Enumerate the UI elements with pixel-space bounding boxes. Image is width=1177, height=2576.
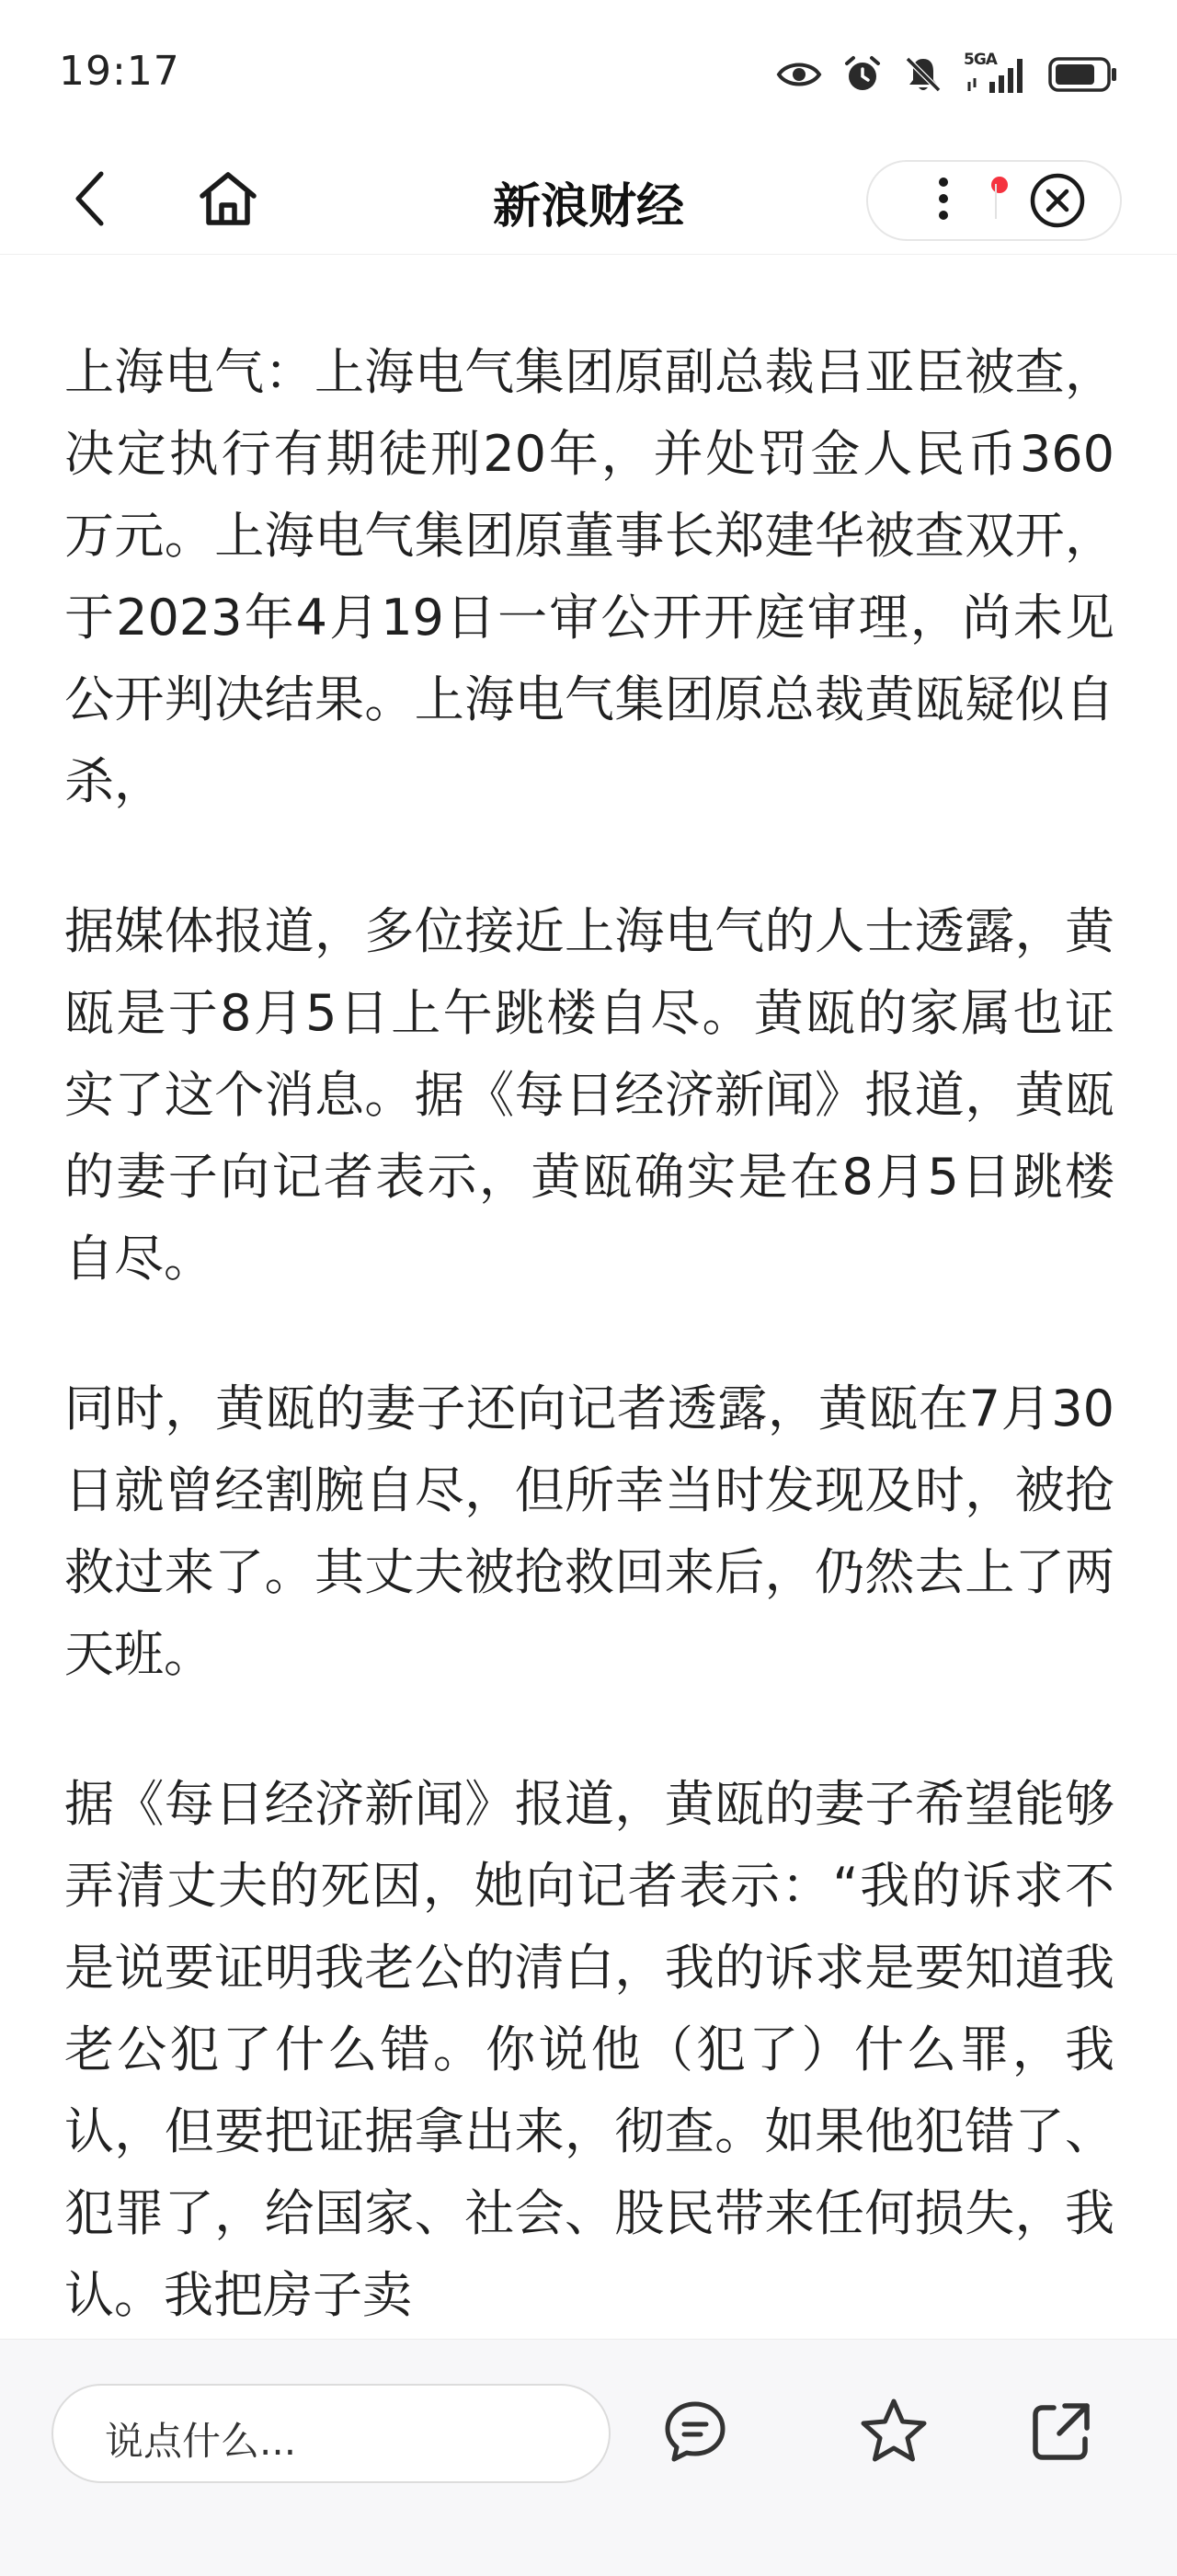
share-icon (1028, 2399, 1094, 2468)
notification-dot (991, 177, 1008, 193)
article-paragraph: 上海电气：上海电气集团原副总裁吕亚臣被查，决定执行有期徒刑20年，并处罚金人民币360万元。上海电气集团原董事长郑建华被查双开，于2023年4月19日一审公开开庭审理，尚未见公开判决结果。上海电气集团原总裁黄瓯疑似自杀， (64, 343, 1114, 810)
article-body (64, 255, 1114, 2339)
bottom-action-bar (0, 2339, 1177, 2576)
mute-icon (903, 54, 943, 95)
capsule-divider (995, 184, 997, 219)
comment-input[interactable] (51, 2384, 611, 2483)
back-icon (72, 170, 109, 231)
share-button[interactable] (1019, 2391, 1103, 2476)
comment-button[interactable] (653, 2391, 737, 2476)
status-bar (0, 0, 1177, 147)
article-paragraph: 据媒体报道，多位接近上海电气的人士透露，黄瓯是于8月5日上午跳楼自尽。黄瓯的家属也证实了这个消息。据《每日经济新闻》报道，黄瓯的妻子向记者表示，黄瓯确实是在8月5日跳楼自尽。 (64, 902, 1114, 1288)
network-type: 5GA (964, 51, 997, 69)
back-button[interactable] (55, 166, 125, 235)
comment-placeholder: 说点什么... (105, 2419, 297, 2464)
comment-icon (662, 2399, 728, 2468)
star-icon (858, 2397, 930, 2470)
article-paragraph (64, 255, 1114, 263)
signal-icon (964, 51, 1028, 95)
alarm-icon (842, 54, 883, 95)
page-title: 新浪财经 (492, 179, 684, 235)
status-icons (776, 53, 1118, 96)
status-time: 19:17 (59, 48, 180, 95)
article-paragraph: 据《每日经济新闻》报道，黄瓯的妻子希望能够弄清丈夫的死因，她向记者表示：“我的诉求不是说要证明我老公的清白，我的诉求是要知道我老公犯了什么错。你说他（犯了）什么罪，我认，但要把证据拿出来，彻查。如果他犯错了、犯罪了，给国家、社会、股民带来任何损失，我认。我把房子卖 (64, 1775, 1114, 2324)
home-button[interactable] (189, 166, 267, 235)
article-content (0, 255, 1177, 2339)
eye-icon (776, 59, 822, 90)
nav-header (0, 147, 1177, 255)
more-button[interactable] (912, 169, 975, 232)
more-icon (934, 171, 953, 230)
close-button[interactable] (1024, 169, 1091, 235)
favorite-button[interactable] (851, 2391, 936, 2476)
close-icon (1029, 172, 1086, 233)
mini-program-capsule (866, 160, 1122, 241)
battery-icon (1048, 56, 1118, 93)
article-paragraph: 同时，黄瓯的妻子还向记者透露，黄瓯在7月30日就曾经割腕自尽，但所幸当时发现及时，被抢救过来了。其丈夫被抢救回来后，仍然去上了两天班。 (64, 1380, 1114, 1683)
home-icon (198, 170, 258, 231)
